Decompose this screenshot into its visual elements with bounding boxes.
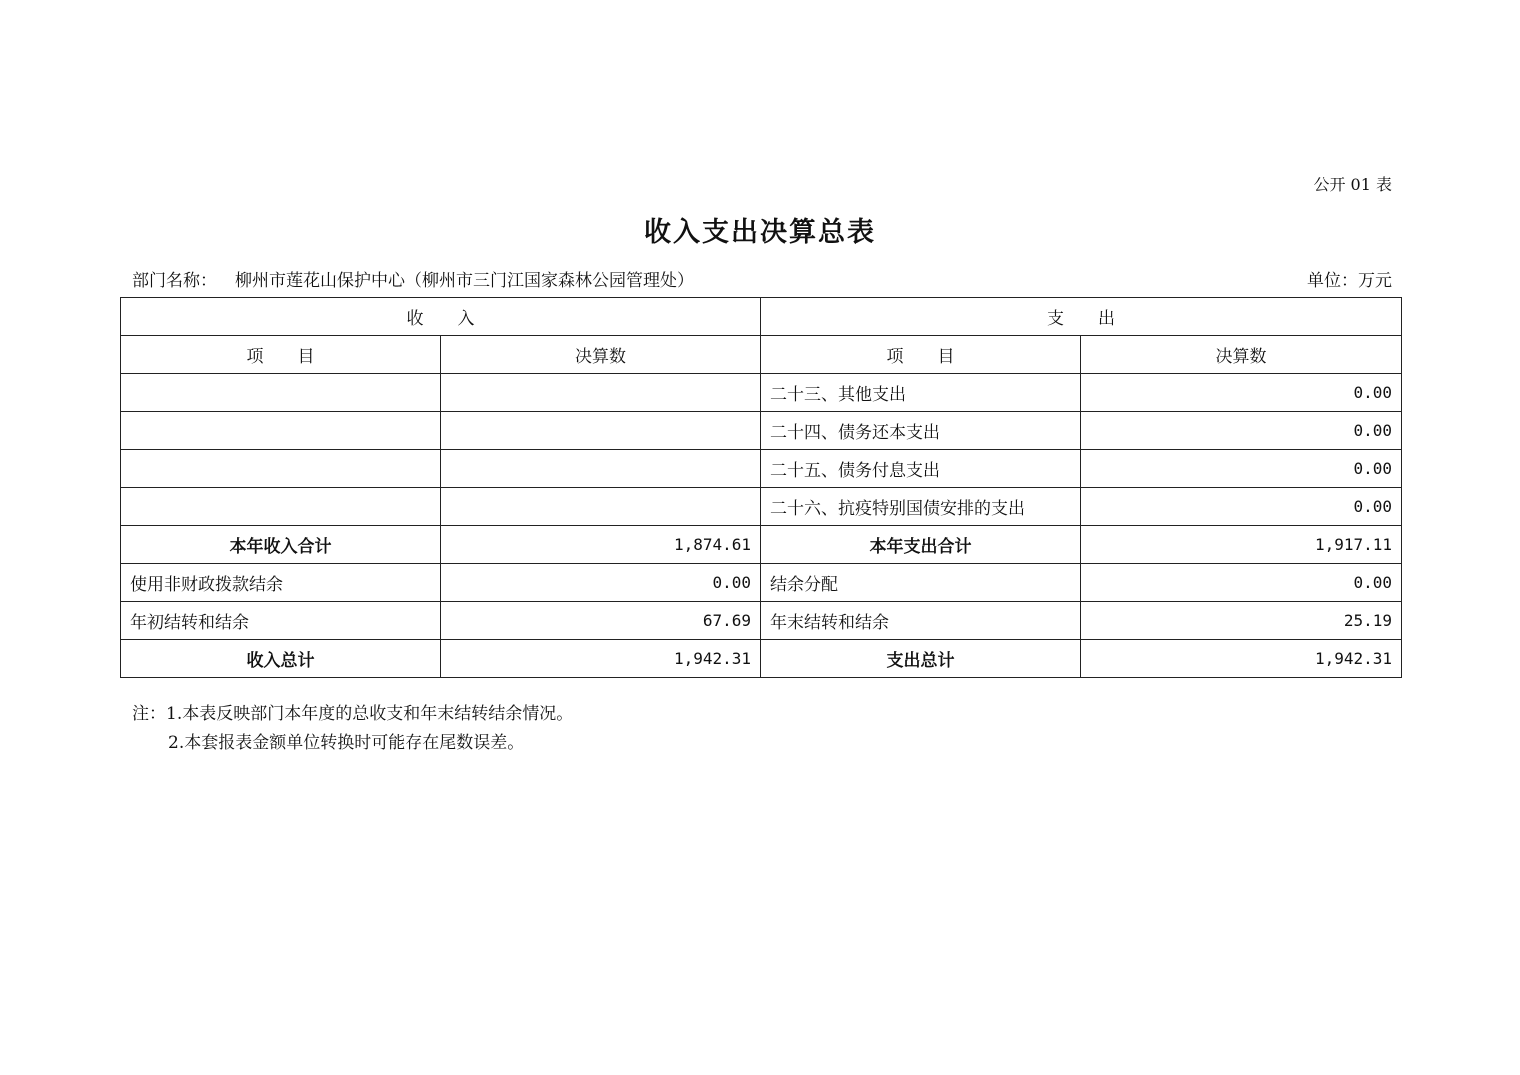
- income-item-cell: [121, 450, 441, 488]
- expense-amount-cell: 0.00: [1081, 450, 1402, 488]
- expense-amount-cell: 0.00: [1081, 488, 1402, 526]
- income-amount-cell: [441, 488, 761, 526]
- income-amount-cell: [441, 412, 761, 450]
- income-amount-cell: 67.69: [441, 602, 761, 640]
- expense-amount-cell: 0.00: [1081, 412, 1402, 450]
- table-row: [121, 564, 1402, 602]
- table-row: [121, 374, 1402, 412]
- section-header-row: [121, 298, 1402, 336]
- income-section-header: 收 入: [121, 298, 761, 336]
- expense-item-cell: 二十四、债务还本支出: [761, 412, 1081, 450]
- expense-subtotal-label: 本年支出合计: [761, 526, 1081, 564]
- income-expense-table: [120, 297, 1402, 678]
- subtotal-row: [121, 526, 1402, 564]
- department-line: [132, 266, 694, 291]
- note-line-1: 注：1.本表反映部门本年度的总收支和年末结转结余情况。: [132, 704, 574, 724]
- expense-subtotal-amount: 1,917.11: [1081, 526, 1402, 564]
- expense-item-cell: 二十五、债务付息支出: [761, 450, 1081, 488]
- table-row: [121, 412, 1402, 450]
- income-item-header: 项 目: [121, 336, 441, 374]
- table-row: [121, 602, 1402, 640]
- income-item-cell: [121, 374, 441, 412]
- income-subtotal-label: 本年收入合计: [121, 526, 441, 564]
- income-amount-cell: [441, 374, 761, 412]
- income-total-amount: 1,942.31: [441, 640, 761, 678]
- table-row: [121, 488, 1402, 526]
- income-subtotal-amount: 1,874.61: [441, 526, 761, 564]
- expense-item-cell: 结余分配: [761, 564, 1081, 602]
- income-amount-cell: [441, 450, 761, 488]
- grand-total-row: [121, 640, 1402, 678]
- page-title: 收入支出决算总表: [644, 217, 876, 248]
- form-number: 公开 01 表: [1313, 175, 1392, 194]
- income-item-cell: [121, 488, 441, 526]
- note-line-2: 2.本套报表金额单位转换时可能存在尾数误差。: [168, 733, 525, 753]
- expense-total-label: 支出总计: [761, 640, 1081, 678]
- table-row: [121, 450, 1402, 488]
- expense-item-cell: 年末结转和结余: [761, 602, 1081, 640]
- income-amount-header: 决算数: [441, 336, 761, 374]
- income-item-cell: 使用非财政拨款结余: [121, 564, 441, 602]
- income-amount-cell: 0.00: [441, 564, 761, 602]
- expense-amount-cell: 0.00: [1081, 374, 1402, 412]
- income-item-cell: 年初结转和结余: [121, 602, 441, 640]
- expense-item-cell: 二十六、抗疫特别国债安排的支出: [761, 488, 1081, 526]
- unit-label: 单位：万元: [1307, 271, 1392, 291]
- expense-item-cell: 二十三、其他支出: [761, 374, 1081, 412]
- expense-total-amount: 1,942.31: [1081, 640, 1402, 678]
- column-header-row: [121, 336, 1402, 374]
- expense-amount-cell: 25.19: [1081, 602, 1402, 640]
- department-label: 部门名称：: [132, 271, 217, 291]
- expense-section-header: 支 出: [761, 298, 1402, 336]
- expense-item-header: 项 目: [761, 336, 1081, 374]
- income-total-label: 收入总计: [121, 640, 441, 678]
- expense-amount-cell: 0.00: [1081, 564, 1402, 602]
- department-name: 柳州市莲花山保护中心（柳州市三门江国家森林公园管理处）: [235, 271, 694, 291]
- expense-amount-header: 决算数: [1081, 336, 1402, 374]
- income-item-cell: [121, 412, 441, 450]
- table-notes: [132, 700, 573, 758]
